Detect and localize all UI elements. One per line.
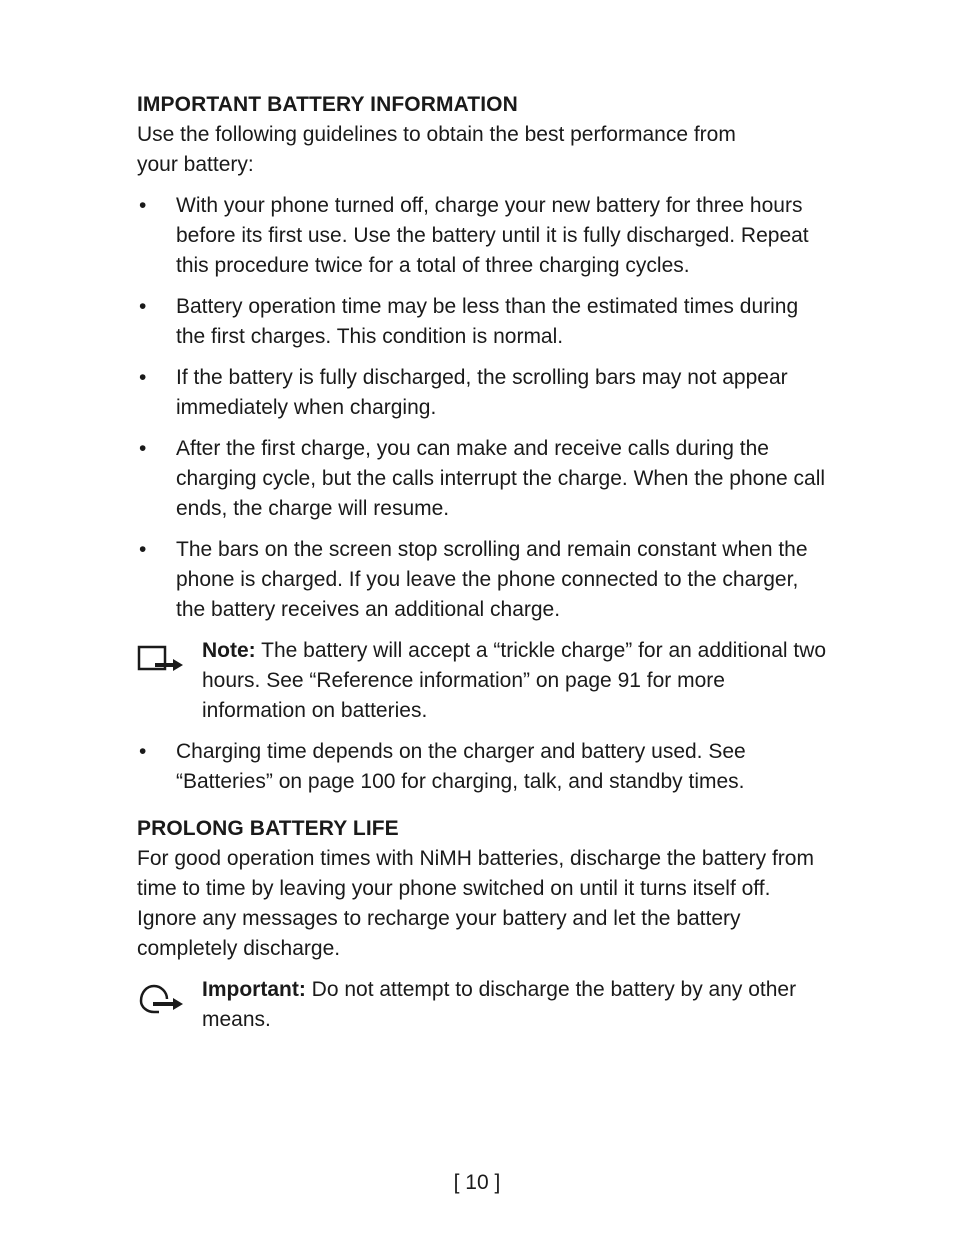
intro-line-2: your battery:	[137, 153, 254, 176]
page-number: [ 10 ]	[453, 1171, 501, 1194]
bullet-text: After the first charge, you can make and receive calls during the charging cycle, but the calls interrupt the charge. When the phone call ends, the charge will resume.	[176, 437, 826, 520]
important-label: Important:	[202, 978, 306, 1001]
bullet-dot: •	[139, 740, 147, 763]
bullet-dot: •	[139, 366, 147, 389]
bullet-item	[137, 737, 831, 797]
bullet-text: Battery operation time may be less than the estimated times during the first charges. This condition is normal.	[176, 295, 799, 348]
important-text: Do not attempt to discharge the battery by any other means.	[202, 978, 797, 1031]
note-label: Note:	[202, 639, 256, 662]
important-hand-icon	[137, 983, 185, 1015]
bullet-dot: •	[139, 437, 147, 460]
bullet-dot: •	[139, 194, 147, 217]
bullet-item	[137, 363, 831, 423]
section-heading-prolong-life: PROLONG BATTERY LIFE	[137, 817, 399, 840]
note-callout	[137, 636, 831, 726]
note-text: The battery will accept a “trickle charge” for an additional two hours. See “Reference information” on page 91 for more information on batteries.	[202, 639, 827, 722]
bullet-text: With your phone turned off, charge your new battery for three hours before its first use. Use the battery until it is fully discharged. Repeat this procedure twice for a total of three charging cycles.	[176, 194, 809, 277]
important-callout	[137, 975, 831, 1035]
section-heading-battery-info: IMPORTANT BATTERY INFORMATION	[137, 93, 518, 116]
note-pencil-icon	[137, 644, 185, 676]
bullet-item	[137, 434, 831, 524]
prolong-paragraph: For good operation times with NiMH batteries, discharge the battery from time to time by leaving your phone switched on until it turns itself off. Ignore any messages to recharge your battery and let the battery completely discharge.	[137, 847, 814, 960]
bullet-item	[137, 292, 831, 352]
intro-line-1: Use the following guidelines to obtain the best performance from	[137, 123, 736, 146]
bullet-text: Charging time depends on the charger and battery used. See “Batteries” on page 100 for charging, talk, and standby times.	[176, 740, 746, 793]
bullet-dot: •	[139, 295, 147, 318]
page-content	[137, 90, 831, 1035]
bullet-text: If the battery is fully discharged, the scrolling bars may not appear immediately when charging.	[176, 366, 788, 419]
intro-paragraph	[137, 120, 831, 180]
bullet-dot: •	[139, 538, 147, 561]
bullet-item	[137, 191, 831, 281]
bullet-text: The bars on the screen stop scrolling and remain constant when the phone is charged. If you leave the phone connected to the charger, the battery receives an additional charge.	[176, 538, 808, 621]
bullet-item	[137, 535, 831, 625]
